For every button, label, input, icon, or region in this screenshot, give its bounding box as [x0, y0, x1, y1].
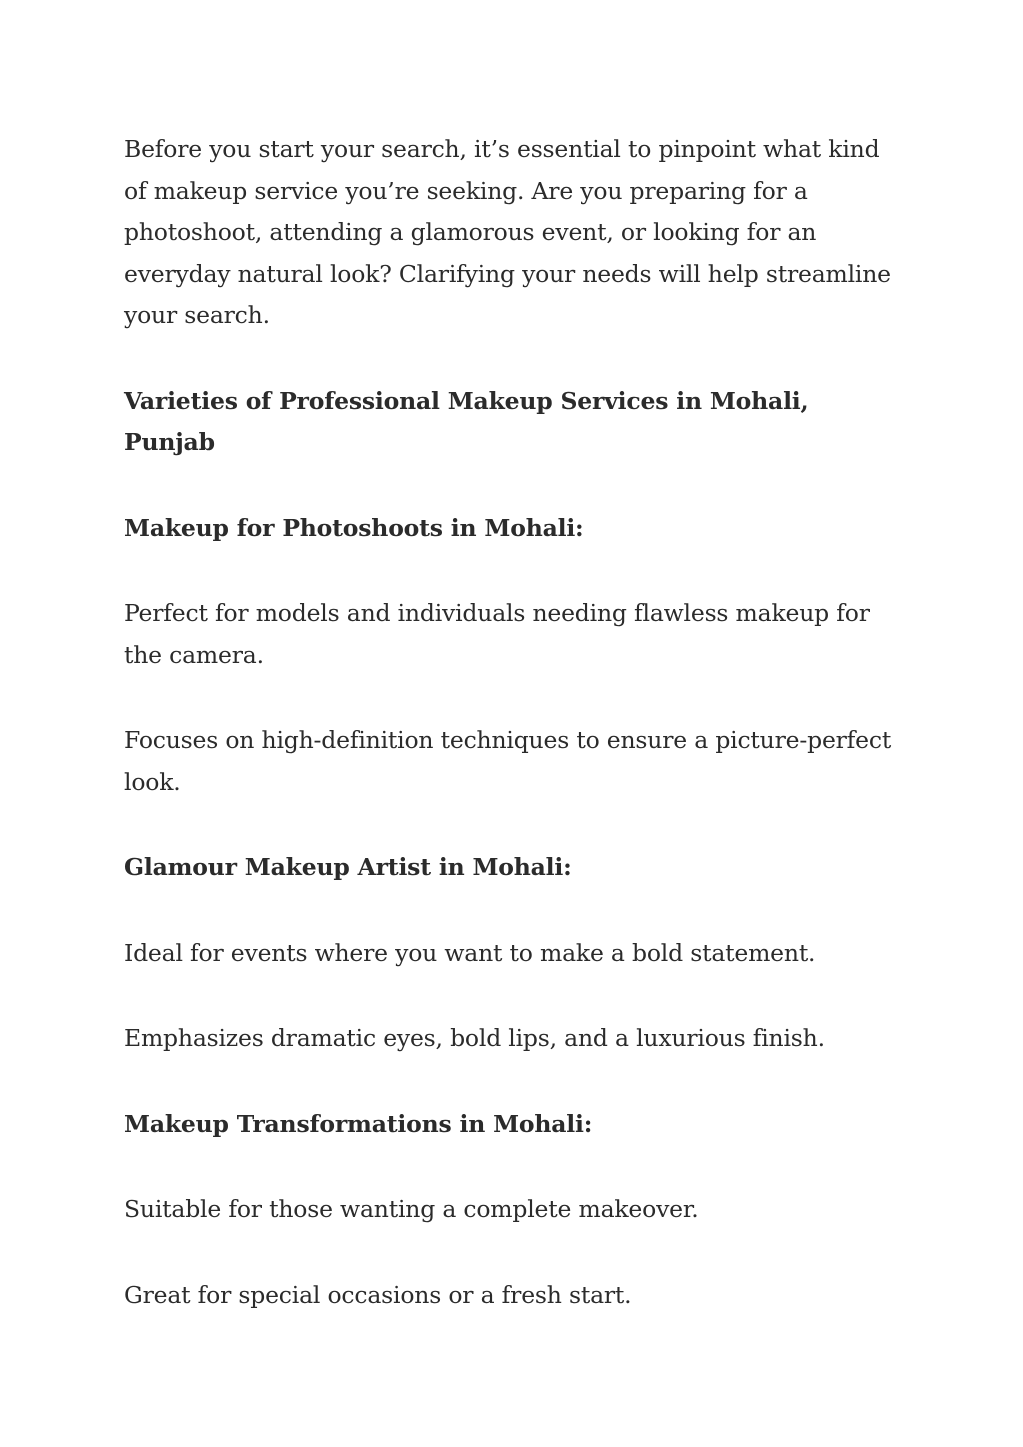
spacer: [124, 974, 904, 1018]
transformations-heading: Makeup Transformations in Mohali:: [124, 1109, 593, 1138]
spacer: [124, 1060, 904, 1104]
section-title: Varieties of Professional Makeup Services in Mohali, Punjab: [124, 386, 809, 456]
intro-paragraph: Before you start your search, it’s essential to pinpoint what kind of makeup service you’re seeking. Are you preparing for a photoshoot, attending a glamorous event, or looking for an everyday natural look? Clarifying your needs will help streamline your search.: [124, 135, 891, 329]
photoshoots-point-1: Perfect for models and individuals needing flawless makeup for the camera.: [124, 599, 870, 669]
spacer: [124, 1231, 904, 1275]
spacer: [124, 803, 904, 847]
glamour-point-2: Emphasizes dramatic eyes, bold lips, and a luxurious finish.: [124, 1024, 825, 1052]
spacer: [124, 337, 904, 381]
transformations-point-1: Suitable for those wanting a complete makeover.: [124, 1195, 699, 1223]
photoshoots-heading: Makeup for Photoshoots in Mohali:: [124, 513, 584, 542]
spacer: [124, 676, 904, 720]
spacer: [124, 1145, 904, 1189]
transformations-point-2: Great for special occasions or a fresh start.: [124, 1280, 632, 1309]
spacer: [124, 889, 904, 933]
document-page: [124, 129, 904, 1316]
photoshoots-point-2: Focuses on high-definition techniques to ensure a picture-perfect look.: [124, 726, 892, 796]
glamour-heading: Glamour Makeup Artist in Mohali:: [124, 853, 572, 881]
spacer: [124, 549, 904, 593]
glamour-point-1: Ideal for events where you want to make a bold statement.: [124, 938, 816, 967]
spacer: [124, 464, 904, 508]
